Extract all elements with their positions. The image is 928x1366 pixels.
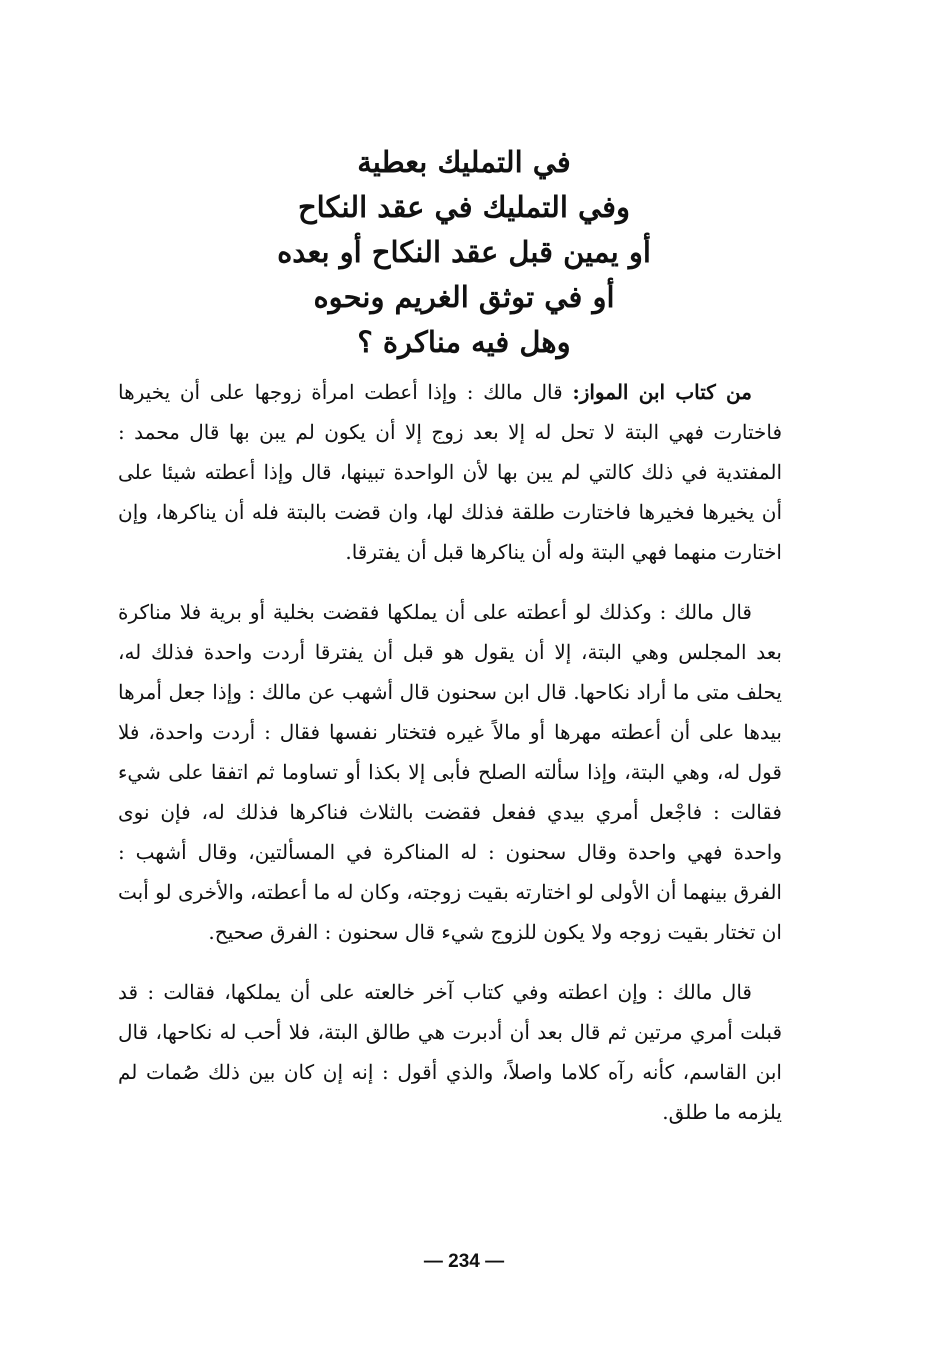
- paragraph: [118, 972, 782, 1132]
- paragraph: [118, 372, 782, 572]
- paragraph-text: قال مالك : وكذلك لو أعطته على أن يملكها فقضت بخلية أو برية فلا مناكرة بعد المجلس وهي البتة، إلا أن يقول هو قبل أن يفترقا أردت واحدة فذلك له، يحلف متى ما أراد نكاحها. قال ابن سحنون قال أشهب عن مالك : وإذا جعل أمرها بيدها على أن أعطته مهرها أو مالاً غيره فتختار نفسها فقال : أردت واحدة، فلا قول له، وهي البتة، وإذا سألته الصلح فأبى إلا بكذا أو تساوما ثم اتفقا على شيء فقالت : فاجْعل أمري بيدي ففعل فقضت بالثلاث فناكرها فذلك له، فإن نوى واحدة فهي واحدة وقال سحنون : له المناكرة في المسألتين، وقال أشهب : الفرق بينهما أن الأولى لو اختارته بقيت زوجته، وكان له ما أعطته، والأخرى لو أبت ان تختار بقيت زوجه ولا يكون للزوج شيء قال سحنون : الفرق صحيح.: [118, 600, 782, 944]
- source-citation: من كتاب ابن المواز:: [572, 380, 752, 404]
- heading-line: في التمليك بعطية: [357, 145, 571, 179]
- heading-line: وفي التمليك في عقد النكاح: [297, 190, 631, 224]
- page-number: — 234 —: [423, 1251, 505, 1272]
- paragraph-text: قال مالك : وإن اعطته وفي كتاب آخر خالعته على أن يملكها، فقالت : قد قبلت أمري مرتين ثم قال بعد أن أدبرت هي طالق البتة، فلا أحب له نكاحها، قال ابن القاسم، كأنه رآه كلاما واصلاً، والذي أقول : إنه إن كان بين ذلك صُمات لم يلزمه ما طلق.: [118, 980, 782, 1124]
- chapter-heading: [150, 140, 778, 365]
- heading-line: وهل فيه مناكرة ؟: [357, 325, 571, 359]
- heading-line: أو يمين قبل عقد النكاح أو بعده: [277, 235, 651, 269]
- paragraph-text: قال مالك : وإذا أعطت امرأة زوجها على أن يخيرها فاختارت فهي البتة لا تحل له إلا بعد زوج إلا أن يكون لم يبن بها قال محمد : المفتدية في ذلك كالتي لم يبن بها لأن الواحدة تبينها، قال وإذا أعطته شيئا على أن يخيرها فخيرها فاختارت طلقة فذلك لها، وان قضت بالبتة فله أن يناكرها، وإن اختارت منهما فهي البتة وله أن يناكرها قبل أن يفترقا.: [118, 380, 782, 564]
- body-text: [118, 372, 782, 1152]
- heading-line: أو في توثق الغريم ونحوه: [313, 280, 615, 314]
- paragraph: [118, 592, 782, 952]
